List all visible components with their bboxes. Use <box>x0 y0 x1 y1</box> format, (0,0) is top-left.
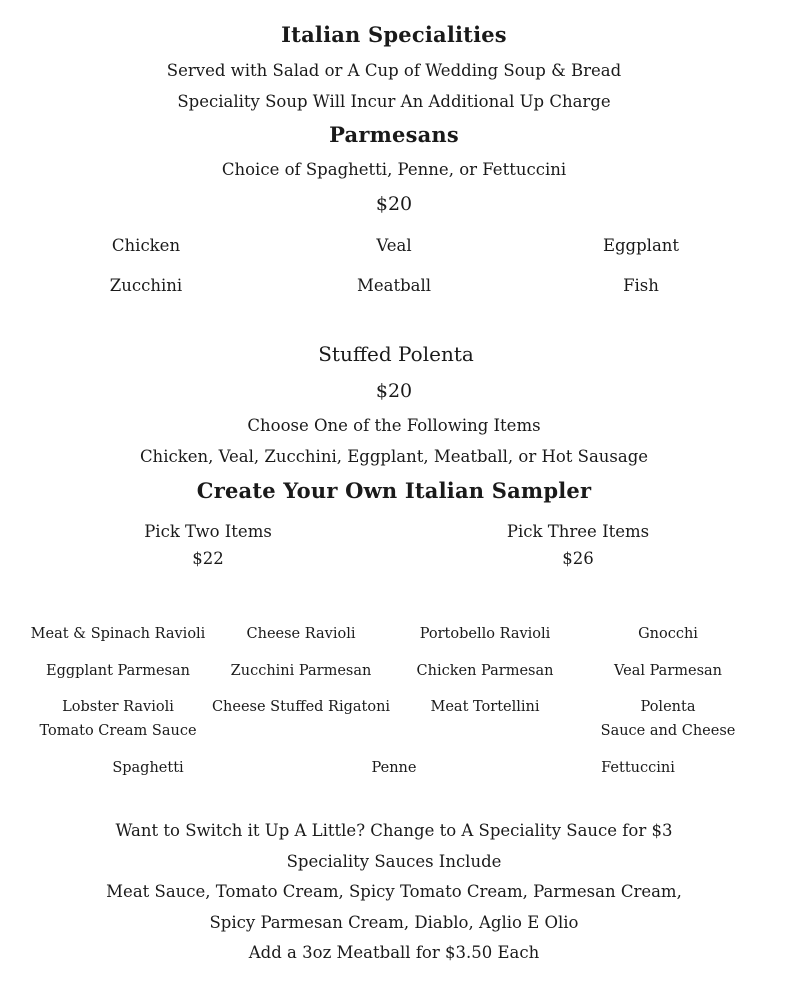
sampler-item-note: Sauce and Cheese <box>600 723 736 739</box>
section-title-italian-specialities: Italian Specialities <box>281 22 507 47</box>
sampler-item: Meat Tortellini <box>430 699 540 715</box>
parmesan-item: Zucchini <box>109 276 183 295</box>
pasta-option: Spaghetti <box>112 760 184 776</box>
sampler-item: Zucchini Parmesan <box>230 663 372 679</box>
pick-two-label: Pick Two Items <box>144 522 272 541</box>
parmesan-item: Fish <box>623 276 659 295</box>
sampler-item: Cheese Ravioli <box>246 626 356 642</box>
pasta-option: Fettuccini <box>601 760 675 776</box>
sampler-item: Eggplant Parmesan <box>46 663 190 679</box>
parmesan-item: Eggplant <box>602 236 680 255</box>
section-title-sampler: Create Your Own Italian Sampler <box>196 478 592 503</box>
section-title-parmesans: Parmesans <box>329 122 459 147</box>
sampler-item: Veal Parmesan <box>613 663 723 679</box>
served-with-note: Served with Salad or A Cup of Wedding Soup & Bread <box>166 61 622 80</box>
pick-two-price: $22 <box>192 549 224 568</box>
meatball-addon-note: Add a 3oz Meatball for $3.50 Each <box>248 943 540 962</box>
parmesan-item: Meatball <box>356 276 432 295</box>
sampler-item: Gnocchi <box>638 626 698 642</box>
sampler-item: Portobello Ravioli <box>419 626 551 642</box>
soup-upcharge-note: Speciality Soup Will Incur An Additional Up Charge <box>177 92 611 111</box>
pasta-choice-note: Choice of Spaghetti, Penne, or Fettuccini <box>221 160 567 179</box>
polenta-price: $20 <box>375 380 413 402</box>
parmesan-item: Veal <box>376 236 412 255</box>
section-title-stuffed-polenta: Stuffed Polenta <box>318 342 474 366</box>
sampler-item: Chicken Parmesan <box>416 663 554 679</box>
sampler-item: Lobster Ravioli <box>62 699 174 715</box>
pick-three-label: Pick Three Items <box>506 522 650 541</box>
pasta-option: Penne <box>371 760 417 776</box>
polenta-choose-note: Choose One of the Following Items <box>247 416 541 435</box>
speciality-sauces-list-1: Meat Sauce, Tomato Cream, Spicy Tomato Cream, Parmesan Cream, <box>106 882 682 901</box>
sampler-item: Polenta <box>640 699 696 715</box>
sampler-item: Cheese Stuffed Rigatoni <box>211 699 391 715</box>
sampler-item: Meat & Spinach Ravioli <box>30 626 206 642</box>
parmesan-item: Chicken <box>111 236 181 255</box>
speciality-sauces-heading: Speciality Sauces Include <box>286 852 502 871</box>
sampler-item-note: Tomato Cream Sauce <box>39 723 197 739</box>
polenta-options: Chicken, Veal, Zucchini, Eggplant, Meatball, or Hot Sausage <box>139 447 649 466</box>
speciality-sauce-offer: Want to Switch it Up A Little? Change to A Speciality Sauce for $3 <box>115 821 673 840</box>
pick-three-price: $26 <box>562 549 594 568</box>
parmesans-price: $20 <box>375 193 413 215</box>
speciality-sauces-list-2: Spicy Parmesan Cream, Diablo, Aglio E Olio <box>209 913 579 932</box>
